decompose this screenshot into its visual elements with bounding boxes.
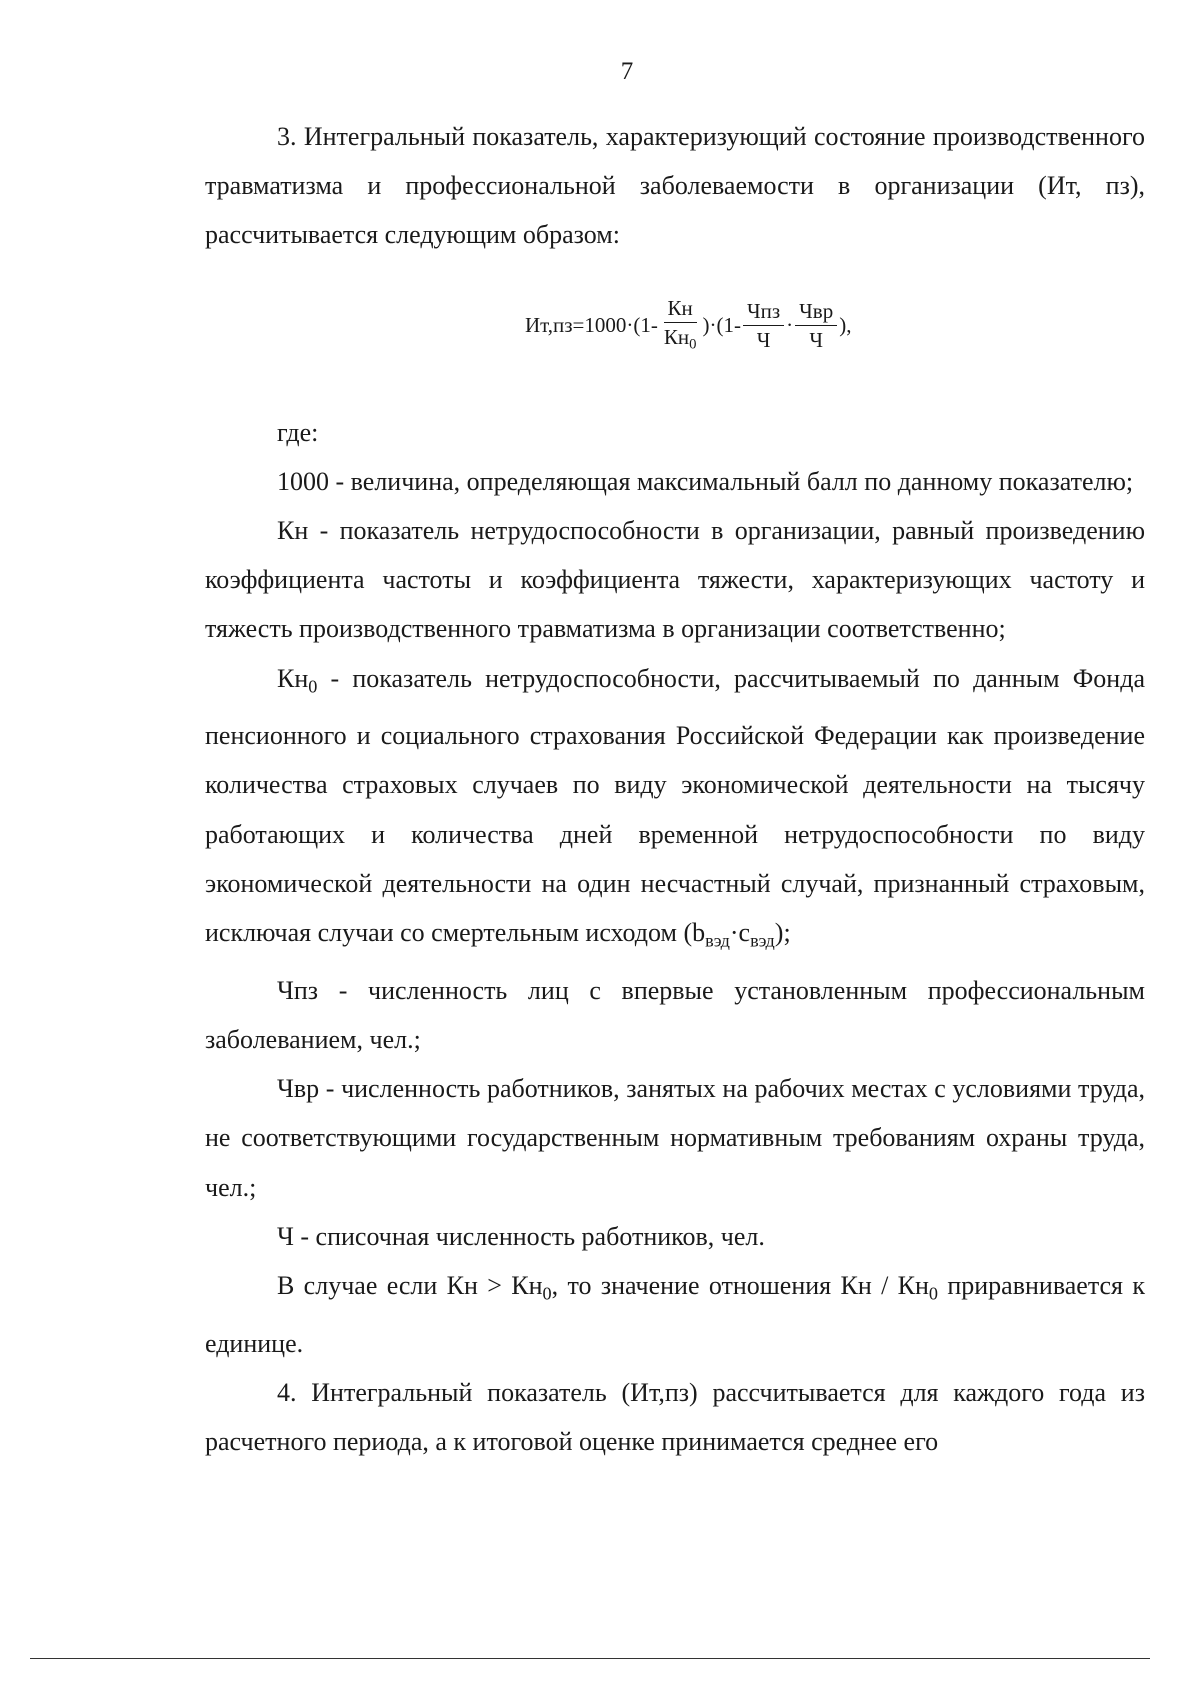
- case-paragraph: [205, 1261, 1145, 1368]
- definition-kn0: [205, 654, 1145, 966]
- fraction-numerator: Чпз: [743, 299, 784, 326]
- fraction-numerator: Кн: [664, 296, 697, 323]
- paragraph-3: 3. Интегральный показатель, характеризующий состояние производственного травматизма и профессиональной заболеваемости в организации (Ит, пз), рассчитывается следующим образом:: [205, 122, 1145, 250]
- where-label: где:: [277, 417, 319, 447]
- formula-mid: )·(1-: [702, 313, 741, 338]
- paragraph-4: 4. Интегральный показатель (Ит,пз) рассчитывается для каждого года из расчетного периода, а к итоговой оценке принимается среднее его: [205, 1377, 1145, 1457]
- formula-block: [205, 260, 1145, 408]
- fraction-denominator: [660, 323, 701, 356]
- definition-ch: Ч - списочная численность работников, чел.: [277, 1221, 765, 1251]
- definition-1000: 1000 - величина, определяющая максимальный балл по данному показателю;: [277, 466, 1134, 496]
- subscript: вэд: [705, 930, 730, 951]
- fraction-numerator: Чвр: [795, 299, 837, 326]
- fraction-chpz-ch: [743, 299, 784, 352]
- symbol-kn: Кн: [663, 324, 690, 349]
- multiply-dot: ·: [729, 918, 739, 948]
- symbol-b: b: [692, 918, 706, 948]
- subscript: 0: [689, 336, 697, 353]
- symbol-c: c: [738, 918, 751, 948]
- symbol-kn: Кн: [277, 663, 309, 693]
- case-text-part: В случае если Кн > Кн: [277, 1270, 543, 1300]
- case-text-part: приравнивается к единице.: [205, 1270, 1145, 1358]
- definition-chvr: Чвр - численность работников, занятых на рабочих местах с условиями труда, не соответствующими государственным нормативным требованиям охраны труда, чел.;: [205, 1074, 1145, 1202]
- case-text-part: , то значение отношения Кн / Кн: [551, 1270, 929, 1300]
- definition-text: - показатель нетрудоспособности, рассчитываемый по данным Фонда пенсионного и социального страхования Российской Федерации как произведение количества страховых случаев по виду экономической деятельности на тысячу работающих и количества дней временной нетрудоспособности по виду экономической деятельности на один несчастный случай, признанный страховым, исключая случаи со смертельным исходом (: [205, 663, 1145, 948]
- fraction-denominator: Ч: [809, 328, 823, 353]
- document-body: [205, 112, 1145, 1466]
- integral-indicator-formula: [525, 296, 851, 356]
- subscript: 0: [308, 676, 318, 697]
- definition-chpz: Чпз - численность лиц с впервые установленным профессиональным заболеванием, чел.;: [205, 975, 1145, 1054]
- subscript: 0: [542, 1283, 552, 1304]
- formula-lhs: Ит,пз=1000·(1-: [525, 313, 658, 338]
- fraction-kn-kn0: [660, 296, 701, 356]
- subscript: 0: [928, 1283, 938, 1304]
- page-number: 7: [620, 58, 634, 85]
- subscript: вэд: [750, 930, 775, 951]
- definition-end: );: [774, 918, 791, 948]
- fraction-chvr-ch: [795, 299, 837, 352]
- footer-rule: [30, 1658, 1150, 1659]
- formula-rhs: ),: [839, 313, 852, 338]
- formula-dot: ·: [786, 313, 794, 338]
- definition-kn: Кн - показатель нетрудоспособности в организации, равный произведению коэффициента частоты и коэффициента тяжести, характеризующих частоту и тяжесть производственного травматизма в организации соответственно;: [205, 516, 1145, 644]
- fraction-denominator: Ч: [756, 328, 771, 353]
